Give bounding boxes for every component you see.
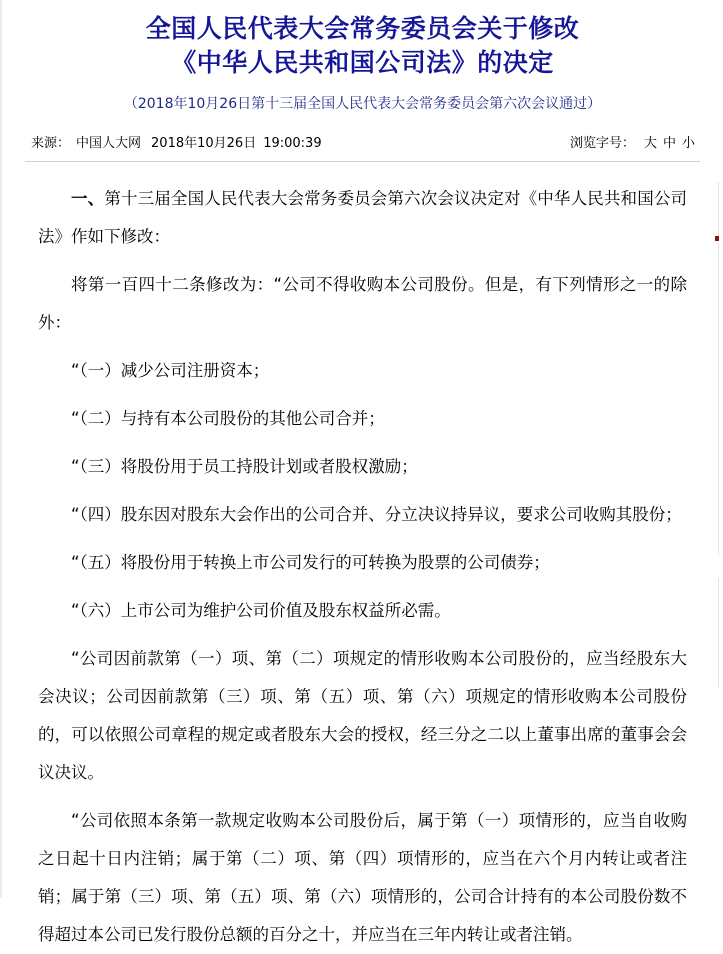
- publish-date: 2018年10月26日: [151, 136, 257, 151]
- source-value: 中国人大网: [76, 136, 142, 151]
- paragraph-text: “公司因前款第（一）项、第（二）项规定的情形收购本公司股份的，应当经股东大会决议；公司因前款第（三）项、第（五）项、第（六）项规定的情形收购本公司股份的，可以依照公司章程的规定或者股东大会的授权，经三分之二以上董事出席的董事会会议决议。: [38, 649, 687, 782]
- font-size-large-button[interactable]: 大: [643, 136, 657, 151]
- paragraph-text: “（一）减少公司注册资本；: [71, 361, 270, 380]
- body-paragraph: [38, 544, 687, 582]
- scroll-rail-segment: [718, 243, 719, 555]
- paragraph-text: “（六）上市公司为维护公司价值及股东权益所必需。: [71, 601, 451, 620]
- font-size-medium-button[interactable]: 中: [662, 136, 676, 151]
- source-info: [31, 134, 322, 154]
- paragraph-text: “（四）股东因对股东大会作出的公司合并、分立决议持异议，要求公司收购其股份；: [71, 505, 682, 524]
- article-header: [2, 0, 723, 114]
- source-label: 来源：: [31, 136, 71, 151]
- meta-bar: [25, 134, 700, 162]
- scroll-rail-segment: [718, 182, 719, 240]
- edge-marker: [715, 236, 719, 241]
- body-paragraph: [38, 640, 687, 792]
- page-title: [2, 12, 723, 80]
- font-size-label: 浏览字号：: [569, 136, 635, 151]
- body-paragraph: [38, 266, 687, 342]
- paragraph-marker: 一、: [71, 189, 105, 208]
- body-paragraph: [38, 448, 687, 486]
- article-body: [38, 162, 687, 954]
- body-paragraph: [38, 352, 687, 390]
- publish-time: 19:00:39: [263, 136, 322, 151]
- paragraph-text: “（二）与持有本公司股份的其他公司合并；: [71, 409, 385, 428]
- body-paragraph: [38, 592, 687, 630]
- scroll-rail-segment: [718, 578, 719, 688]
- paragraph-text: “公司依照本条第一款规定收购本公司股份后，属于第（一）项情形的，应当自收购之日起十日内注销；属于第（二）项、第（四）项情形的，应当在六个月内转让或者注销；属于第（三）项、第（五）项、第（六）项情形的，公司合计持有的本公司股份数不得超过本公司已发行股份总额的百分之十，并应当在三年内转让或者注销。: [38, 811, 687, 944]
- paragraph-text: 第十三届全国人民代表大会常务委员会第六次会议决定对《中华人民共和国公司法》作如下修改：: [38, 189, 688, 246]
- body-paragraph: [38, 496, 687, 534]
- page-subtitle: （2018年10月26日第十三届全国人民代表大会常务委员会第六次会议通过）: [123, 96, 602, 112]
- paragraph-text: 将第一百四十二条修改为：“公司不得收购本公司股份。但是，有下列情形之一的除外：: [38, 275, 687, 332]
- font-size-small-button[interactable]: 小: [681, 136, 695, 151]
- page-title-line-2: 《中华人民共和国公司法》的决定: [171, 48, 554, 77]
- page-title-line-1: 全国人民代表大会常务委员会关于修改: [145, 14, 580, 43]
- body-paragraph: [38, 802, 687, 954]
- paragraph-text: “（三）将股份用于员工持股计划或者股权激励；: [71, 457, 418, 476]
- font-size-control: [570, 134, 698, 154]
- paragraph-text: “（五）将股份用于转换上市公司发行的可转换为股票的公司债券；: [71, 553, 550, 572]
- body-paragraph: [38, 400, 687, 438]
- body-paragraph: [38, 180, 687, 256]
